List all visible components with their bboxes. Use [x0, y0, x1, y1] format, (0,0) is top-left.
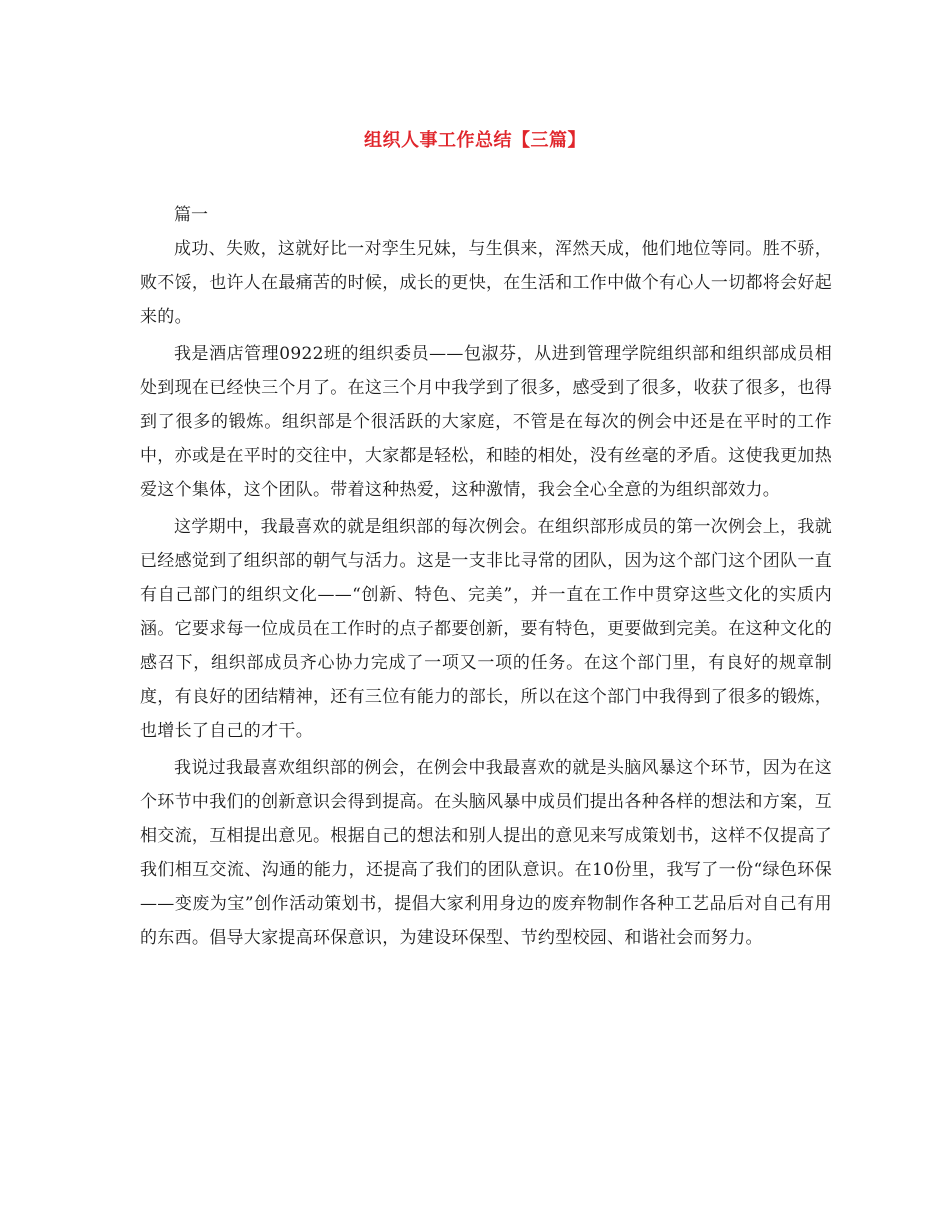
document-body — [140, 198, 832, 958]
paragraph-3: 这学期中，我最喜欢的就是组织部的每次例会。在组织部形成员的第一次例会上，我就已经感觉到了组织部的朝气与活力。这是一支非比寻常的团队，因为这个部门这个团队一直有自己部门的组织文化——“创新、特色、完美”，并一直在工作中贯穿这些文化的实质内涵。它要求每一位成员在工作时的点子都要创新，要有特色，更要做到完美。在这种文化的感召下，组织部成员齐心协力完成了一项又一项的任务。在这个部门里，有良好的规章制度，有良好的团结精神，还有三位有能力的部长，所以在这个部门中我得到了很多的锻炼，也增长了自己的才干。 — [140, 517, 832, 741]
document-title: 组织人事工作总结【三篇】 — [364, 130, 586, 151]
paragraph-1: 成功、失败，这就好比一对孪生兄妹，与生俱来，浑然天成，他们地位等同。胜不骄，败不馁，也许人在最痛苦的时候，成长的更快，在生活和工作中做个有心人一切都将会好起来的。 — [140, 239, 832, 327]
paragraph-4: 我说过我最喜欢组织部的例会，在例会中我最喜欢的就是头脑风暴这个环节，因为在这个环节中我们的创新意识会得到提高。在头脑风暴中成员们提出各种各样的想法和方案，互相交流，互相提出意见。根据自己的想法和别人提出的意见来写成策划书，这样不仅提高了我们相互交流、沟通的能力，还提高了我们的团队意识。在10份里，我写了一份“绿色环保——变废为宝”创作活动策划书，提倡大家利用身边的废弃物制作各种工艺品后对自己有用的东西。倡导大家提高环保意识，为建设环保型、节约型校园、和谐社会而努力。 — [140, 758, 832, 948]
paragraph-2: 我是酒店管理0922班的组织委员——包淑芬，从进到管理学院组织部和组织部成员相处到现在已经快三个月了。在这三个月中我学到了很多，感受到了很多，收获了很多，也得到了很多的锻炼。组织部是个很活跃的大家庭，不管是在每次的例会中还是在平时的工作中，亦或是在平时的交往中，大家都是轻松，和睦的相处，没有丝毫的矛盾。这使我更加热爱这个集体，这个团队。带着这种热爱，这种激情，我会全心全意的为组织部效力。 — [140, 344, 832, 500]
section-heading: 篇一 — [174, 205, 208, 225]
